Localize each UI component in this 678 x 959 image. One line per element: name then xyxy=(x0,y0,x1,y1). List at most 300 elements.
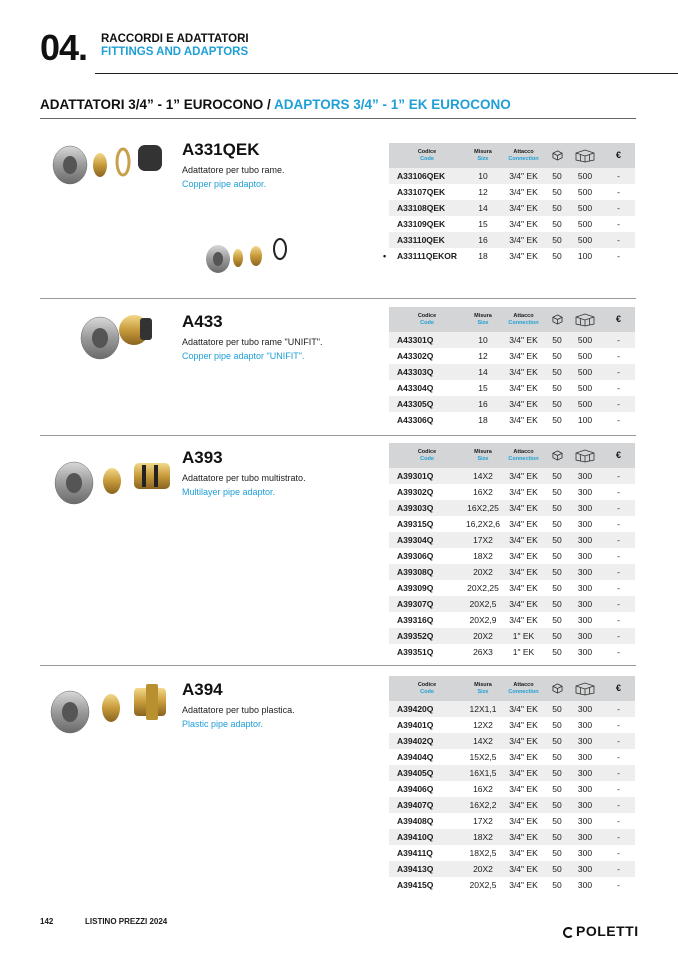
cell-qty-box: 50 xyxy=(546,200,568,216)
cell-size: 10 xyxy=(465,168,501,184)
cell-size: 12 xyxy=(478,351,488,361)
cell-size: 18 xyxy=(478,251,488,261)
cell-qty-box: 50 xyxy=(546,396,568,412)
cell-price: - xyxy=(602,232,635,248)
cell-connection: 3/4" EK xyxy=(509,880,538,890)
cell-price: - xyxy=(617,351,620,361)
cell-size: 18X2 xyxy=(465,829,501,845)
table-header xyxy=(389,676,635,701)
cell-price: - xyxy=(617,647,620,657)
cell-price: - xyxy=(602,765,635,781)
table-row xyxy=(389,216,635,232)
cell-qty-box: 50 xyxy=(552,784,562,794)
cell-qty-pack: 300 xyxy=(568,628,602,644)
cell-connection: 3/4" EK xyxy=(509,720,538,730)
table-row xyxy=(389,781,635,797)
cell-qty-box: 50 xyxy=(546,532,568,548)
cell-qty-box: 50 xyxy=(552,415,562,425)
cell-connection: 3/4" EK xyxy=(501,396,546,412)
cell-size: 20X2 xyxy=(465,564,501,580)
cell-price: - xyxy=(602,628,635,644)
section-rule xyxy=(40,118,636,119)
cell-code: A33106QEK xyxy=(389,168,465,184)
cell-code: A39401Q xyxy=(397,720,434,730)
cell-qty-pack: 300 xyxy=(568,596,602,612)
cell-qty-pack: 300 xyxy=(577,784,593,794)
table-row xyxy=(389,580,635,596)
cell-size: 18X2 xyxy=(473,551,493,561)
cell-qty-pack: 500 xyxy=(568,364,602,380)
table-row xyxy=(389,733,635,749)
cell-qty-box: 50 xyxy=(546,628,568,644)
cell-size: 12X2 xyxy=(473,720,493,730)
cell-connection: 3/4" EK xyxy=(509,487,538,497)
cell-code: A39408Q xyxy=(397,816,434,826)
product-desc-en: Copper pipe adaptor "UNIFIT". xyxy=(182,351,305,361)
cell-connection: 3/4" EK xyxy=(501,168,546,184)
cell-connection: 3/4" EK xyxy=(501,232,546,248)
cell-connection: 3/4" EK xyxy=(501,797,546,813)
box-icon xyxy=(546,676,568,701)
cell-size: 14X2 xyxy=(465,733,501,749)
cell-qty-box: 50 xyxy=(552,251,562,261)
brand-mark-icon xyxy=(563,927,574,938)
cell-qty-box: 50 xyxy=(546,468,568,484)
cell-qty-box: 50 xyxy=(546,596,568,612)
product-a433 xyxy=(182,312,322,363)
section-divider xyxy=(40,298,636,299)
table-header xyxy=(389,143,635,168)
cell-qty-pack: 300 xyxy=(568,701,602,717)
cell-size: 15X2,5 xyxy=(469,752,497,762)
cell-connection: 3/4" EK xyxy=(509,848,538,858)
cell-qty-box: 50 xyxy=(552,615,562,625)
cell-qty-pack: 300 xyxy=(577,816,593,826)
product-code: A394 xyxy=(182,680,223,699)
cell-price: - xyxy=(617,415,620,425)
table-row xyxy=(389,468,635,484)
cell-price: - xyxy=(602,733,635,749)
cell-code: A43305Q xyxy=(389,396,465,412)
cell-connection: 1" EK xyxy=(512,647,535,657)
cell-code: A39301Q xyxy=(389,468,465,484)
cell-code: A43306Q xyxy=(397,415,434,425)
table-row xyxy=(389,532,635,548)
col-size: Misura Size xyxy=(465,443,501,468)
table-row xyxy=(389,877,635,893)
col-price: € xyxy=(602,443,635,468)
cell-qty-pack: 500 xyxy=(577,187,593,197)
cell-price: - xyxy=(602,332,635,348)
table-header xyxy=(389,443,635,468)
product-image-a394 xyxy=(46,680,171,735)
price-table-a393 xyxy=(389,443,635,660)
cell-qty-box: 50 xyxy=(546,500,568,516)
table-row xyxy=(389,184,635,200)
table-row xyxy=(389,749,635,765)
cell-qty-pack: 500 xyxy=(577,351,593,361)
col-size: Misura Size xyxy=(465,143,501,168)
cell-code: A39415Q xyxy=(397,880,434,890)
cell-price: - xyxy=(617,816,620,826)
price-table-a433 xyxy=(389,307,635,428)
cell-price: - xyxy=(602,701,635,717)
table-header xyxy=(389,307,635,332)
cell-price: - xyxy=(602,596,635,612)
product-image-a331qek-small xyxy=(200,236,295,274)
box-icon xyxy=(546,307,568,332)
cell-qty-box: 50 xyxy=(546,861,568,877)
price-list-label: LISTINO PREZZI 2024 xyxy=(85,917,168,926)
col-code: Codice Code xyxy=(389,307,465,332)
table-row xyxy=(389,380,635,396)
cell-qty-pack: 500 xyxy=(568,332,602,348)
cell-qty-pack: 100 xyxy=(577,251,593,261)
cell-qty-pack: 300 xyxy=(577,848,593,858)
product-image-a433 xyxy=(72,308,162,360)
cell-connection: 3/4" EK xyxy=(501,701,546,717)
cell-size: 18 xyxy=(478,415,488,425)
cell-code: A43302Q xyxy=(397,351,434,361)
cell-size: 20X2,5 xyxy=(465,596,501,612)
cell-code: A39316Q xyxy=(397,615,434,625)
cell-code: A39420Q xyxy=(389,701,465,717)
cell-connection: 3/4" EK xyxy=(501,596,546,612)
cell-qty-box: 50 xyxy=(552,187,562,197)
table-row xyxy=(389,797,635,813)
product-a331qek xyxy=(182,140,285,191)
cell-qty-pack: 300 xyxy=(577,647,593,657)
cell-connection: 3/4" EK xyxy=(501,829,546,845)
cell-qty-pack: 300 xyxy=(577,752,593,762)
section-divider xyxy=(40,435,636,436)
col-code: Codice Code xyxy=(389,676,465,701)
cell-code: A43301Q xyxy=(389,332,465,348)
section-title xyxy=(40,97,511,112)
cell-size: 14X2 xyxy=(465,468,501,484)
pack-icon xyxy=(568,307,602,332)
cell-price: - xyxy=(617,784,620,794)
cell-code: A39308Q xyxy=(389,564,465,580)
cell-connection: 3/4" EK xyxy=(501,861,546,877)
cell-size: 12X1,1 xyxy=(465,701,501,717)
cell-size: 20X2,9 xyxy=(469,615,497,625)
product-code: A393 xyxy=(182,448,223,467)
cell-connection: 3/4" EK xyxy=(501,532,546,548)
table-row xyxy=(389,845,635,861)
cell-code: A39410Q xyxy=(389,829,465,845)
table-row xyxy=(389,200,635,216)
product-desc-it: Adattatore per tubo rame. xyxy=(182,165,285,175)
cell-connection: 3/4" EK xyxy=(501,500,546,516)
cell-connection: 3/4" EK xyxy=(501,468,546,484)
table-row xyxy=(389,348,635,364)
cell-qty-pack: 100 xyxy=(577,415,593,425)
cell-qty-box: 50 xyxy=(552,383,562,393)
col-connection: Attacco Connection xyxy=(501,307,546,332)
cell-connection: 3/4" EK xyxy=(501,733,546,749)
cell-code: A33108QEK xyxy=(389,200,465,216)
cell-code: A39315Q xyxy=(397,519,434,529)
col-size: Misura Size xyxy=(465,676,501,701)
product-image-a331qek xyxy=(50,138,170,188)
cell-size: 14 xyxy=(465,200,501,216)
cell-code: A39352Q xyxy=(389,628,465,644)
cell-qty-box: 50 xyxy=(552,351,562,361)
cell-qty-pack: 300 xyxy=(568,797,602,813)
cell-qty-box: 50 xyxy=(552,752,562,762)
pack-icon xyxy=(568,143,602,168)
cell-connection: 3/4" EK xyxy=(501,765,546,781)
cell-qty-box: 50 xyxy=(552,816,562,826)
cell-size: 20X2 xyxy=(465,861,501,877)
cell-qty-pack: 300 xyxy=(568,765,602,781)
cell-qty-box: 50 xyxy=(552,848,562,858)
cell-code: A39304Q xyxy=(389,532,465,548)
cell-qty-pack: 300 xyxy=(577,519,593,529)
brand-name: POLETTI xyxy=(576,923,639,939)
cell-size: 17X2 xyxy=(473,816,493,826)
table-row xyxy=(389,861,635,877)
cell-code: A39411Q xyxy=(397,848,433,858)
cell-price: - xyxy=(602,396,635,412)
table-row xyxy=(389,396,635,412)
cell-qty-pack: 300 xyxy=(577,583,593,593)
cell-qty-box: 50 xyxy=(552,487,562,497)
brand-logo xyxy=(563,923,639,939)
cell-size: 20X2 xyxy=(465,628,501,644)
cell-qty-pack: 300 xyxy=(568,564,602,580)
product-desc-it: Adattatore per tubo multistrato. xyxy=(182,473,306,483)
cell-connection: 3/4" EK xyxy=(509,752,538,762)
cell-code: A33107QEK xyxy=(397,187,446,197)
cell-code: A39405Q xyxy=(389,765,465,781)
col-price: € xyxy=(602,143,635,168)
section-divider xyxy=(40,665,636,666)
table-row xyxy=(389,364,635,380)
section-title-en: ADAPTORS 3/4” - 1” EK EUROCONO xyxy=(274,97,511,112)
chapter-number: 04. xyxy=(40,27,88,68)
table-row xyxy=(389,628,635,644)
cell-code: A33110QEK xyxy=(389,232,465,248)
cell-qty-pack: 300 xyxy=(568,733,602,749)
product-desc-en: Multilayer pipe adaptor. xyxy=(182,487,276,497)
cell-qty-box: 50 xyxy=(552,551,562,561)
cell-qty-pack: 300 xyxy=(568,468,602,484)
cell-code: A39306Q xyxy=(397,551,434,561)
cell-connection: 3/4" EK xyxy=(509,551,538,561)
cell-price: - xyxy=(617,487,620,497)
cell-qty-pack: 300 xyxy=(568,500,602,516)
table-row xyxy=(389,232,635,248)
cell-size: 20X2,5 xyxy=(469,880,497,890)
cell-price: - xyxy=(617,187,620,197)
product-a393 xyxy=(182,448,306,499)
cell-price: - xyxy=(617,752,620,762)
cell-qty-pack: 500 xyxy=(568,168,602,184)
col-connection: Attacco Connection xyxy=(501,676,546,701)
product-image-a393 xyxy=(50,453,175,505)
cell-code: A39303Q xyxy=(389,500,465,516)
cell-connection: 3/4" EK xyxy=(509,219,538,229)
cell-size: 14 xyxy=(465,364,501,380)
cell-size: 15 xyxy=(478,383,488,393)
table-row xyxy=(389,813,635,829)
table-row xyxy=(389,612,635,628)
cell-qty-box: 50 xyxy=(552,720,562,730)
cell-qty-box: 50 xyxy=(546,364,568,380)
cell-size: 16,2X2,6 xyxy=(465,519,501,529)
cell-connection: 3/4" EK xyxy=(509,415,538,425)
cell-size: 17X2 xyxy=(465,532,501,548)
col-price: € xyxy=(602,676,635,701)
cell-code: A39307Q xyxy=(389,596,465,612)
cell-size: 16X2 xyxy=(473,487,493,497)
cell-connection: 3/4" EK xyxy=(509,816,538,826)
cell-price: - xyxy=(617,251,620,261)
cell-qty-pack: 300 xyxy=(577,880,593,890)
product-desc-en: Copper pipe adaptor. xyxy=(182,179,267,189)
cell-size: 16X1,5 xyxy=(465,765,501,781)
cell-connection: 3/4" EK xyxy=(509,383,538,393)
cell-connection: 3/4" EK xyxy=(501,564,546,580)
cell-code: A39404Q xyxy=(397,752,434,762)
pack-icon xyxy=(568,443,602,468)
table-row xyxy=(389,717,635,733)
table-row xyxy=(389,412,635,428)
cell-size: 18X2,5 xyxy=(469,848,497,858)
cell-code: A39302Q xyxy=(397,487,434,497)
cell-qty-box: 50 xyxy=(552,583,562,593)
cell-connection: 3/4" EK xyxy=(509,351,538,361)
cell-price: - xyxy=(617,880,620,890)
cell-code: A33109QEK xyxy=(397,219,446,229)
cell-qty-box: 50 xyxy=(552,519,562,529)
cell-qty-pack: 300 xyxy=(568,861,602,877)
cell-price: - xyxy=(602,861,635,877)
price-table-a331qek xyxy=(383,143,635,264)
chapter-title-it: RACCORDI E ADATTATORI xyxy=(101,33,249,45)
table-row xyxy=(389,248,635,264)
cell-size: 20X2,25 xyxy=(467,583,499,593)
cell-connection: 3/4" EK xyxy=(501,364,546,380)
cell-price: - xyxy=(617,219,620,229)
table-row xyxy=(389,168,635,184)
table-row xyxy=(389,701,635,717)
cell-connection: 1" EK xyxy=(501,628,546,644)
cell-size: 10 xyxy=(465,332,501,348)
cell-price: - xyxy=(602,500,635,516)
cell-price: - xyxy=(617,519,620,529)
product-code: A331QEK xyxy=(182,140,260,159)
col-connection: Attacco Connection xyxy=(501,143,546,168)
box-icon xyxy=(546,143,568,168)
cell-connection: 3/4" EK xyxy=(509,251,538,261)
product-desc-it: Adattatore per tubo rame "UNIFIT". xyxy=(182,337,323,347)
cell-qty-box: 50 xyxy=(546,733,568,749)
price-table-a394 xyxy=(389,676,635,893)
table-row xyxy=(389,516,635,532)
cell-size: 16 xyxy=(465,396,501,412)
cell-qty-pack: 500 xyxy=(577,383,593,393)
table-row xyxy=(389,596,635,612)
product-a394 xyxy=(182,680,295,731)
cell-size: 15 xyxy=(478,219,488,229)
cell-price: - xyxy=(602,200,635,216)
cell-code: A39351Q xyxy=(397,647,434,657)
cell-price: - xyxy=(602,532,635,548)
table-row xyxy=(389,765,635,781)
cell-qty-pack: 500 xyxy=(568,396,602,412)
cell-qty-box: 50 xyxy=(546,797,568,813)
col-size: Misura Size xyxy=(465,307,501,332)
product-desc-en: Plastic pipe adaptor. xyxy=(182,719,264,729)
cell-qty-box: 50 xyxy=(552,647,562,657)
cell-qty-pack: 300 xyxy=(577,551,593,561)
cell-size: 26X3 xyxy=(473,647,493,657)
col-connection: Attacco Connection xyxy=(501,443,546,468)
cell-code: • A33111QEKOR xyxy=(383,251,458,261)
cell-code: A39402Q xyxy=(389,733,465,749)
cell-size: 16X2 xyxy=(473,784,493,794)
cell-size: 12 xyxy=(478,187,488,197)
cell-qty-box: 50 xyxy=(546,232,568,248)
cell-connection: 3/4" EK xyxy=(501,200,546,216)
cell-connection: 3/4" EK xyxy=(509,784,538,794)
cell-code: A39413Q xyxy=(389,861,465,877)
pack-icon xyxy=(568,676,602,701)
page-number: 142 xyxy=(40,917,54,926)
chapter-title-en: FITTINGS AND ADAPTORS xyxy=(101,46,249,58)
col-price: € xyxy=(602,307,635,332)
cell-qty-pack: 500 xyxy=(568,232,602,248)
cell-qty-pack: 500 xyxy=(577,219,593,229)
cell-connection: 3/4" EK xyxy=(509,519,538,529)
cell-connection: 3/4" EK xyxy=(501,332,546,348)
cell-code: A39407Q xyxy=(389,797,465,813)
header-rule xyxy=(95,73,678,74)
cell-price: - xyxy=(617,848,620,858)
cell-price: - xyxy=(602,564,635,580)
cell-price: - xyxy=(602,364,635,380)
cell-qty-pack: 500 xyxy=(568,200,602,216)
section-title-it: ADATTATORI 3/4” - 1” EUROCONO / xyxy=(40,97,275,112)
col-code: Codice Code xyxy=(389,443,465,468)
cell-qty-pack: 300 xyxy=(568,532,602,548)
cell-size: 16 xyxy=(465,232,501,248)
cell-connection: 3/4" EK xyxy=(509,187,538,197)
cell-qty-box: 50 xyxy=(546,829,568,845)
cell-code: A39406Q xyxy=(397,784,434,794)
cell-qty-pack: 300 xyxy=(577,615,593,625)
cell-qty-pack: 300 xyxy=(577,720,593,730)
product-code: A433 xyxy=(182,312,223,331)
table-row xyxy=(389,644,635,660)
cell-qty-box: 50 xyxy=(546,332,568,348)
table-row xyxy=(389,332,635,348)
cell-qty-pack: 300 xyxy=(568,829,602,845)
table-row xyxy=(389,548,635,564)
col-code: Codice Code xyxy=(389,143,465,168)
cell-size: 16X2,25 xyxy=(465,500,501,516)
cell-qty-box: 50 xyxy=(546,564,568,580)
cell-size: 16X2,2 xyxy=(465,797,501,813)
cell-qty-box: 50 xyxy=(552,219,562,229)
cell-connection: 3/4" EK xyxy=(509,583,538,593)
cell-code: A43304Q xyxy=(397,383,434,393)
cell-price: - xyxy=(602,168,635,184)
cell-qty-pack: 300 xyxy=(577,487,593,497)
